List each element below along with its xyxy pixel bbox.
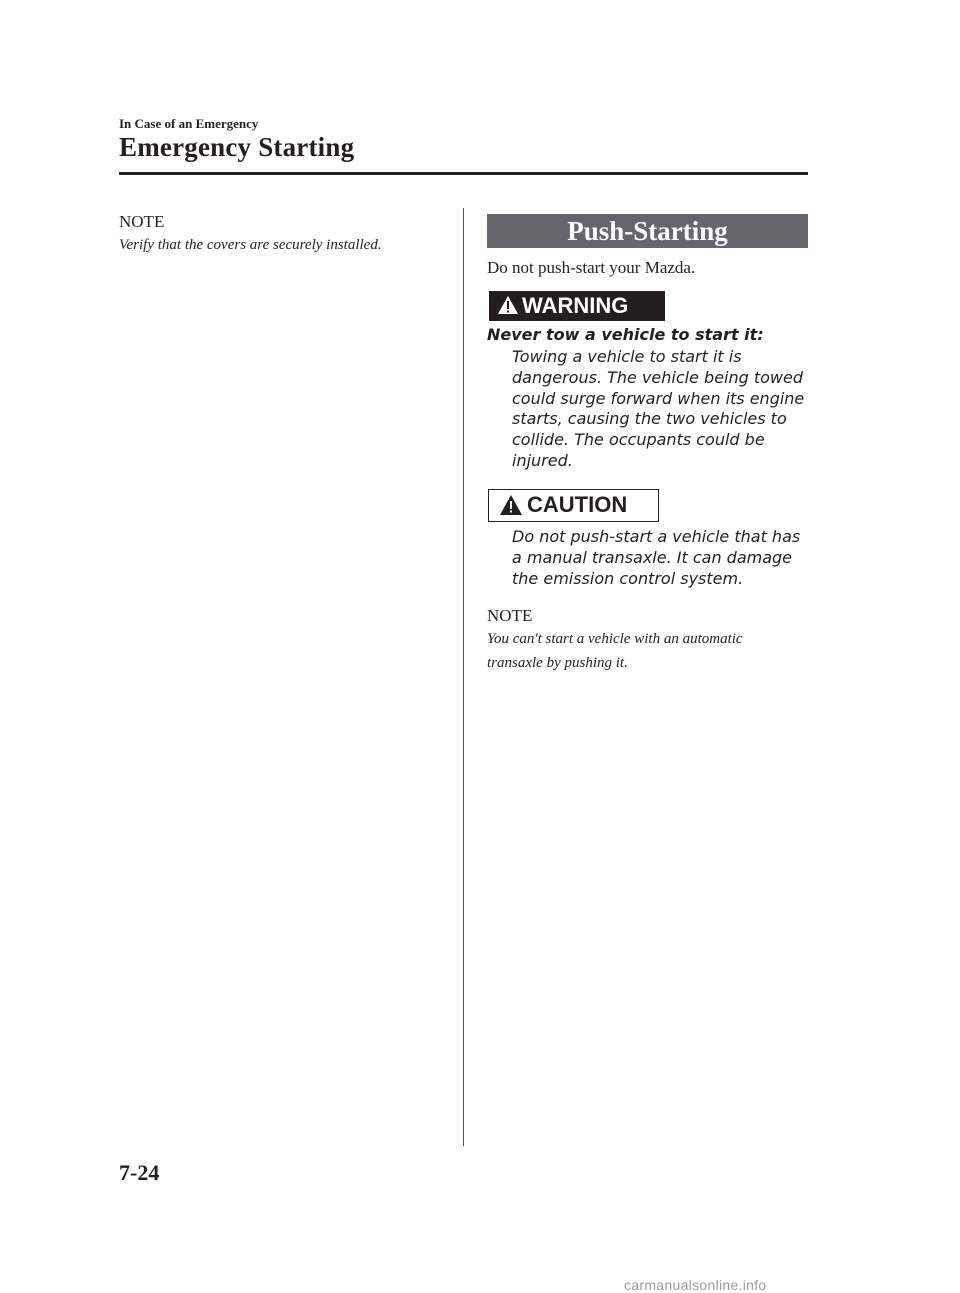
warning-line: dangerous. The vehicle being towed: [512, 367, 804, 387]
column-divider: [463, 208, 464, 1146]
push-starting-banner: Push-Starting: [487, 214, 808, 248]
right-note-line: You can't start a vehicle with an automatic: [487, 631, 743, 647]
caution-triangle-icon: [499, 494, 523, 516]
right-note-text: [487, 627, 743, 675]
page-number: 7-24: [119, 1160, 160, 1185]
warning-heading: Never tow a vehicle to start it:: [487, 325, 764, 344]
warning-label: WARNING: [522, 293, 629, 318]
warning-line: injured.: [512, 450, 573, 470]
chapter-title: Emergency Starting: [119, 132, 355, 162]
warning-line: Towing a vehicle to start it is: [512, 347, 742, 366]
caution-label-box: [488, 489, 659, 522]
section-label: In Case of an Emergency: [119, 116, 259, 131]
warning-line: could surge forward when its engine: [512, 388, 805, 408]
caution-line: the emission control system.: [512, 568, 744, 588]
intro-text: Do not push-start your Mazda.: [487, 258, 696, 277]
warning-triangle-icon: [497, 295, 519, 315]
right-note-heading: NOTE: [487, 606, 533, 625]
right-note-line: transaxle by pushing it.: [487, 655, 628, 671]
warning-line: collide. The occupants could be: [512, 430, 765, 450]
warning-text: [512, 347, 812, 472]
caution-line: Do not push-start a vehicle that has: [512, 527, 801, 546]
watermark: carmanualsonline.info: [624, 1277, 767, 1293]
title-rule: [119, 172, 808, 175]
left-note-text: Verify that the covers are securely installed.: [119, 237, 382, 253]
warning-line: starts, causing the two vehicles to: [512, 409, 787, 429]
warning-label-box: [489, 291, 665, 321]
caution-line: a manual transaxle. It can damage: [512, 547, 793, 567]
left-note-heading: NOTE: [119, 212, 165, 231]
caution-text: [512, 527, 812, 589]
caution-label: CAUTION: [527, 492, 628, 517]
